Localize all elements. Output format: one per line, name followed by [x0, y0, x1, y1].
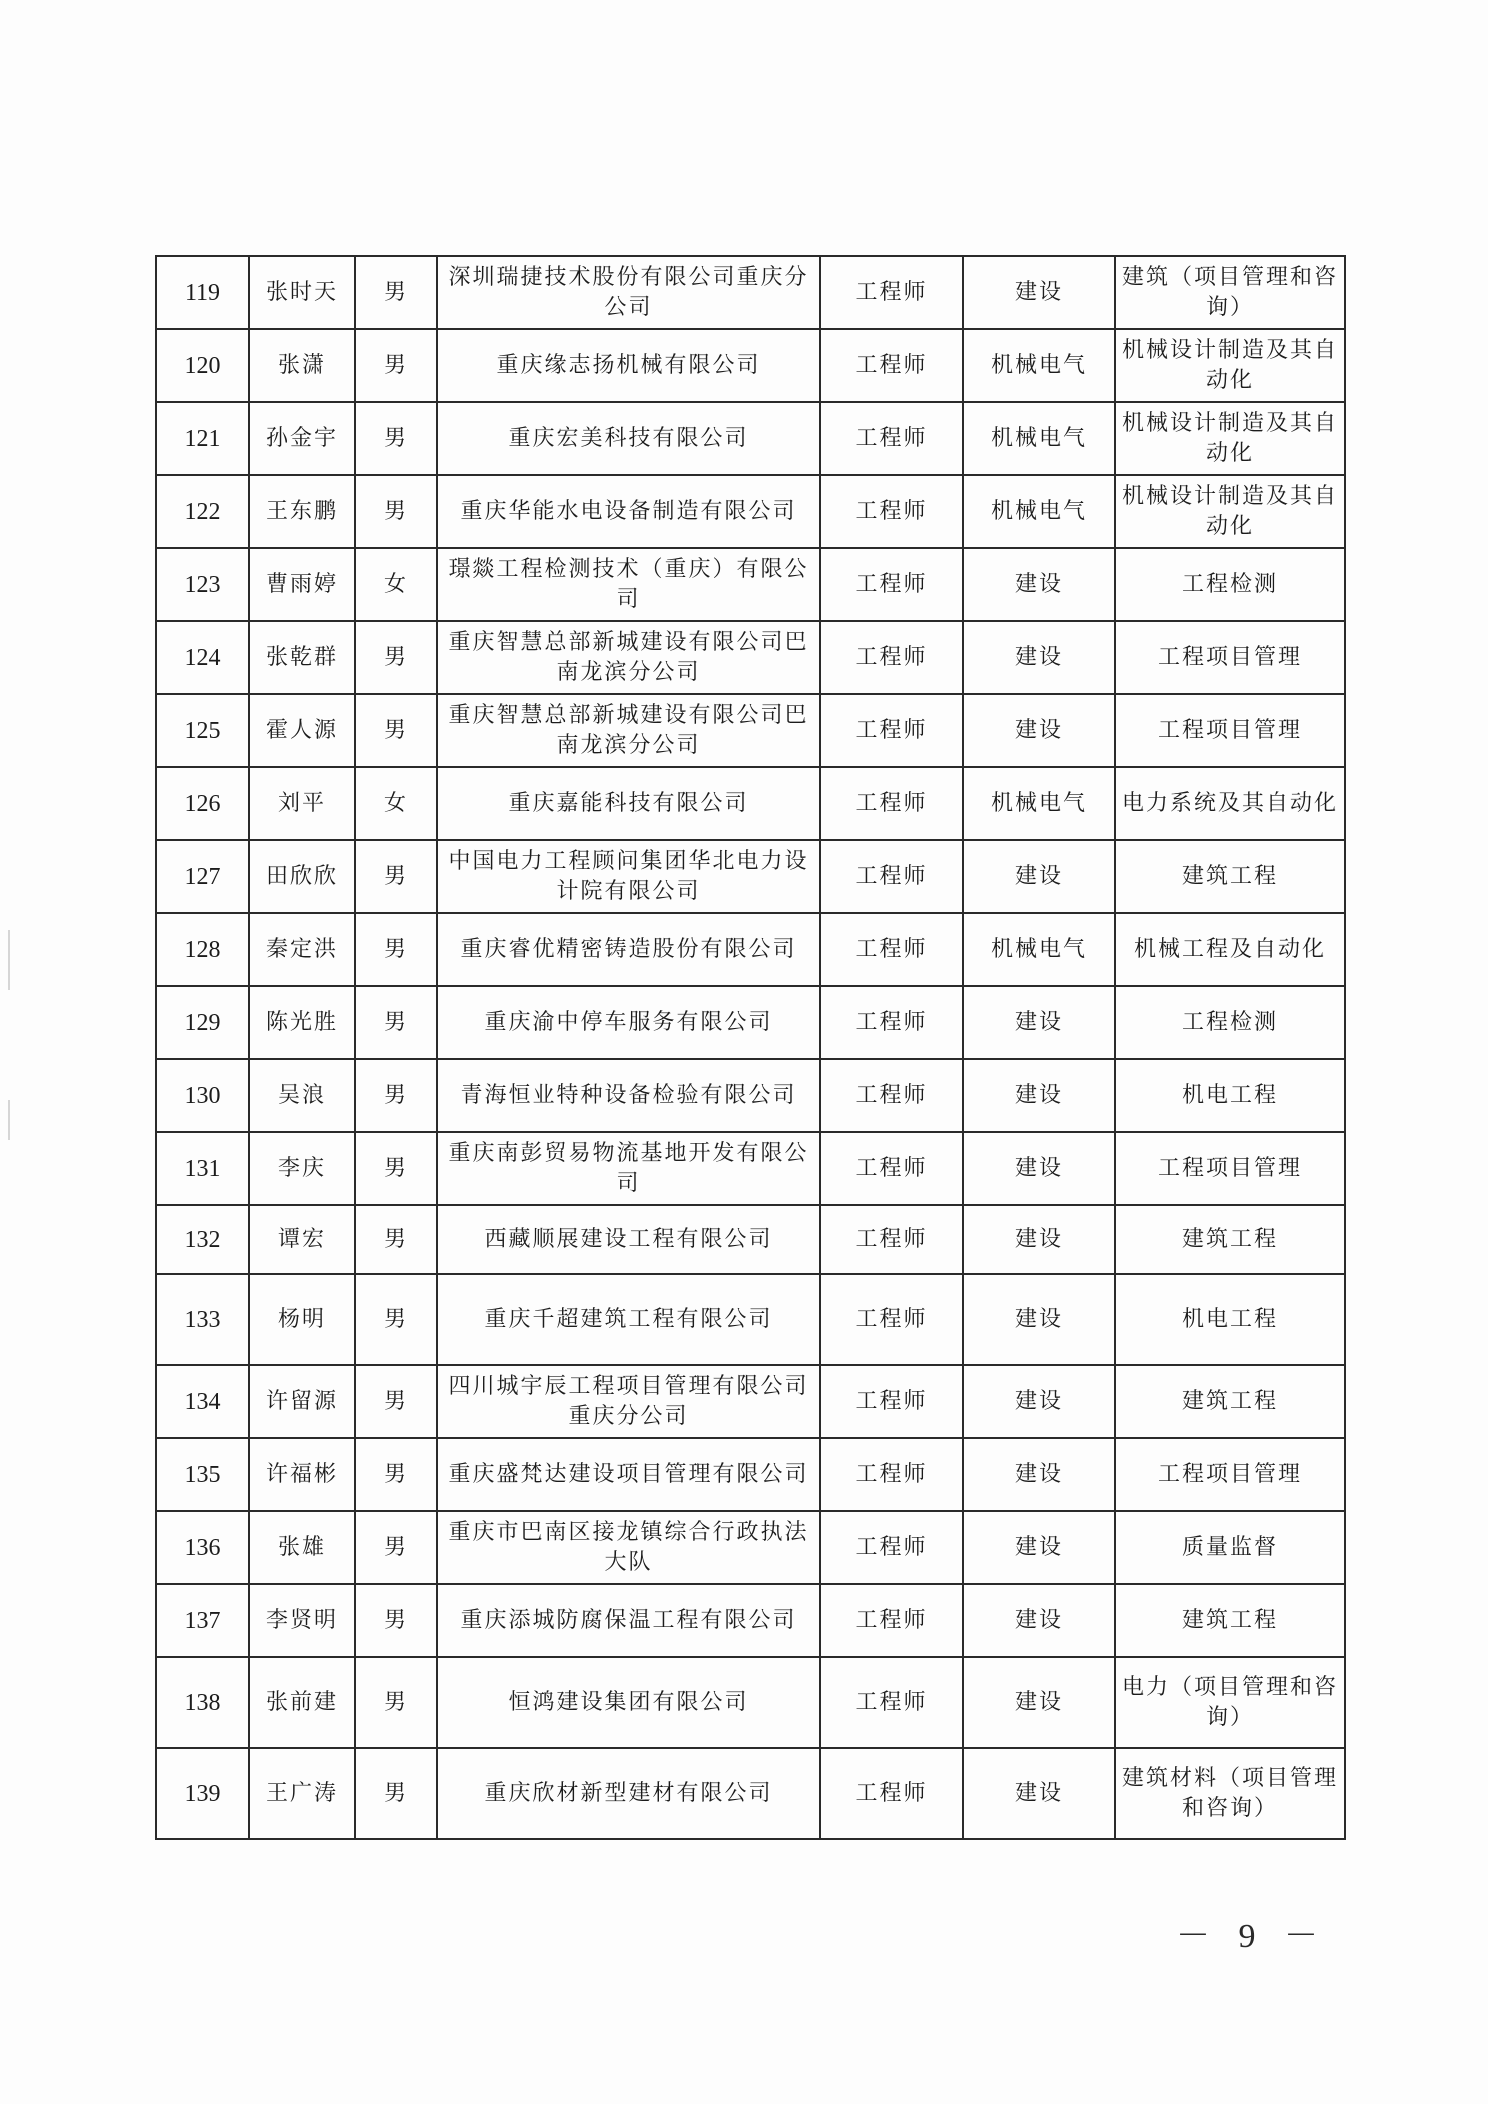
- cell-title: 工程师: [820, 402, 963, 475]
- cell-series: 机械电气: [963, 913, 1115, 986]
- cell-series: 建设: [963, 548, 1115, 621]
- cell-name: 秦定洪: [249, 913, 355, 986]
- cell-title: 工程师: [820, 256, 963, 329]
- cell-serial-number: 139: [156, 1748, 249, 1839]
- table-row: [156, 1365, 1345, 1438]
- cell-name: 张乾群: [249, 621, 355, 694]
- table-row: [156, 1511, 1345, 1584]
- table-row: [156, 548, 1345, 621]
- cell-company: 恒鸿建设集团有限公司: [437, 1657, 820, 1748]
- cell-major: 工程检测: [1115, 548, 1345, 621]
- cell-series: 建设: [963, 1059, 1115, 1132]
- cell-title: 工程师: [820, 475, 963, 548]
- cell-gender: 男: [355, 1657, 437, 1748]
- cell-serial-number: 126: [156, 767, 249, 840]
- table-row: [156, 1274, 1345, 1365]
- cell-major: 工程项目管理: [1115, 621, 1345, 694]
- cell-title: 工程师: [820, 1274, 963, 1365]
- cell-major: 机械工程及自动化: [1115, 913, 1345, 986]
- cell-title: 工程师: [820, 694, 963, 767]
- table-row: [156, 913, 1345, 986]
- cell-name: 张前建: [249, 1657, 355, 1748]
- cell-name: 杨明: [249, 1274, 355, 1365]
- cell-company: 西藏顺展建设工程有限公司: [437, 1205, 820, 1274]
- cell-major: 电力系统及其自动化: [1115, 767, 1345, 840]
- cell-series: 机械电气: [963, 402, 1115, 475]
- scan-artifact: [8, 1100, 10, 1140]
- cell-gender: 男: [355, 475, 437, 548]
- table-row: [156, 475, 1345, 548]
- cell-serial-number: 133: [156, 1274, 249, 1365]
- cell-gender: 男: [355, 621, 437, 694]
- cell-name: 张雄: [249, 1511, 355, 1584]
- cell-title: 工程师: [820, 840, 963, 913]
- roster-body: [156, 256, 1345, 1839]
- table-row: [156, 1059, 1345, 1132]
- cell-series: 建设: [963, 694, 1115, 767]
- table-row: [156, 1132, 1345, 1205]
- cell-company: 重庆添城防腐保温工程有限公司: [437, 1584, 820, 1657]
- table-row: [156, 767, 1345, 840]
- cell-title: 工程师: [820, 1059, 963, 1132]
- cell-name: 张潇: [249, 329, 355, 402]
- cell-major: 建筑工程: [1115, 1584, 1345, 1657]
- table-row: [156, 1438, 1345, 1511]
- cell-serial-number: 125: [156, 694, 249, 767]
- cell-series: 机械电气: [963, 329, 1115, 402]
- cell-gender: 男: [355, 1511, 437, 1584]
- cell-series: 建设: [963, 1365, 1115, 1438]
- cell-series: 建设: [963, 621, 1115, 694]
- cell-series: 建设: [963, 1205, 1115, 1274]
- cell-major: 工程项目管理: [1115, 694, 1345, 767]
- cell-serial-number: 120: [156, 329, 249, 402]
- cell-gender: 男: [355, 913, 437, 986]
- cell-company: 重庆南彭贸易物流基地开发有限公司: [437, 1132, 820, 1205]
- cell-company: 中国电力工程顾问集团华北电力设计院有限公司: [437, 840, 820, 913]
- cell-title: 工程师: [820, 767, 963, 840]
- cell-major: 工程项目管理: [1115, 1132, 1345, 1205]
- cell-title: 工程师: [820, 1511, 963, 1584]
- cell-series: 建设: [963, 1657, 1115, 1748]
- cell-name: 张时天: [249, 256, 355, 329]
- cell-series: 建设: [963, 1274, 1115, 1365]
- cell-title: 工程师: [820, 1205, 963, 1274]
- cell-gender: 男: [355, 1748, 437, 1839]
- cell-series: 建设: [963, 1748, 1115, 1839]
- cell-serial-number: 127: [156, 840, 249, 913]
- cell-series: 建设: [963, 986, 1115, 1059]
- cell-gender: 男: [355, 1584, 437, 1657]
- table-row: [156, 329, 1345, 402]
- cell-company: 重庆宏美科技有限公司: [437, 402, 820, 475]
- cell-major: 建筑工程: [1115, 840, 1345, 913]
- cell-name: 王广涛: [249, 1748, 355, 1839]
- cell-company: 重庆智慧总部新城建设有限公司巴南龙滨分公司: [437, 621, 820, 694]
- cell-title: 工程师: [820, 329, 963, 402]
- cell-serial-number: 123: [156, 548, 249, 621]
- cell-series: 机械电气: [963, 475, 1115, 548]
- cell-gender: 男: [355, 1205, 437, 1274]
- cell-gender: 男: [355, 840, 437, 913]
- table-row: [156, 256, 1345, 329]
- table-row: [156, 694, 1345, 767]
- cell-serial-number: 132: [156, 1205, 249, 1274]
- cell-major: 建筑（项目管理和咨询）: [1115, 256, 1345, 329]
- cell-major: 机械设计制造及其自动化: [1115, 475, 1345, 548]
- cell-gender: 男: [355, 1274, 437, 1365]
- cell-gender: 男: [355, 986, 437, 1059]
- cell-gender: 女: [355, 548, 437, 621]
- cell-name: 曹雨婷: [249, 548, 355, 621]
- cell-name: 谭宏: [249, 1205, 355, 1274]
- cell-title: 工程师: [820, 548, 963, 621]
- cell-serial-number: 129: [156, 986, 249, 1059]
- table-row: [156, 621, 1345, 694]
- cell-company: 重庆嘉能科技有限公司: [437, 767, 820, 840]
- cell-title: 工程师: [820, 986, 963, 1059]
- cell-name: 李庆: [249, 1132, 355, 1205]
- cell-serial-number: 119: [156, 256, 249, 329]
- cell-gender: 男: [355, 256, 437, 329]
- cell-name: 陈光胜: [249, 986, 355, 1059]
- cell-major: 工程检测: [1115, 986, 1345, 1059]
- cell-gender: 女: [355, 767, 437, 840]
- table-row: [156, 840, 1345, 913]
- cell-major: 建筑工程: [1115, 1365, 1345, 1438]
- cell-serial-number: 136: [156, 1511, 249, 1584]
- cell-title: 工程师: [820, 913, 963, 986]
- cell-serial-number: 138: [156, 1657, 249, 1748]
- cell-company: 深圳瑞捷技术股份有限公司重庆分公司: [437, 256, 820, 329]
- cell-serial-number: 135: [156, 1438, 249, 1511]
- roster-table: [155, 255, 1346, 1840]
- cell-major: 工程项目管理: [1115, 1438, 1345, 1511]
- cell-name: 许福彬: [249, 1438, 355, 1511]
- cell-gender: 男: [355, 694, 437, 767]
- cell-series: 建设: [963, 1132, 1115, 1205]
- cell-series: 建设: [963, 1511, 1115, 1584]
- table-row: [156, 1584, 1345, 1657]
- cell-title: 工程师: [820, 1365, 963, 1438]
- cell-company: 重庆睿优精密铸造股份有限公司: [437, 913, 820, 986]
- cell-company: 重庆千超建筑工程有限公司: [437, 1274, 820, 1365]
- cell-company: 重庆华能水电设备制造有限公司: [437, 475, 820, 548]
- cell-serial-number: 121: [156, 402, 249, 475]
- table-row: [156, 1205, 1345, 1274]
- cell-company: 重庆盛梵达建设项目管理有限公司: [437, 1438, 820, 1511]
- cell-series: 建设: [963, 1438, 1115, 1511]
- cell-title: 工程师: [820, 1438, 963, 1511]
- cell-title: 工程师: [820, 1748, 963, 1839]
- cell-major: 机电工程: [1115, 1274, 1345, 1365]
- table-row: [156, 402, 1345, 475]
- cell-company: 青海恒业特种设备检验有限公司: [437, 1059, 820, 1132]
- cell-company: 四川城宇辰工程项目管理有限公司重庆分公司: [437, 1365, 820, 1438]
- cell-serial-number: 137: [156, 1584, 249, 1657]
- cell-gender: 男: [355, 329, 437, 402]
- cell-title: 工程师: [820, 1132, 963, 1205]
- cell-series: 机械电气: [963, 767, 1115, 840]
- table-row: [156, 1657, 1345, 1748]
- cell-name: 许留源: [249, 1365, 355, 1438]
- scan-artifact: [8, 930, 10, 990]
- cell-series: 建设: [963, 1584, 1115, 1657]
- cell-name: 孙金宇: [249, 402, 355, 475]
- table-row: [156, 1748, 1345, 1839]
- table-row: [156, 986, 1345, 1059]
- cell-gender: 男: [355, 1438, 437, 1511]
- cell-name: 王东鹏: [249, 475, 355, 548]
- cell-major: 机械设计制造及其自动化: [1115, 402, 1345, 475]
- cell-title: 工程师: [820, 621, 963, 694]
- cell-major: 建筑工程: [1115, 1205, 1345, 1274]
- cell-company: 重庆缘志扬机械有限公司: [437, 329, 820, 402]
- cell-company: 重庆欣材新型建材有限公司: [437, 1748, 820, 1839]
- cell-gender: 男: [355, 1365, 437, 1438]
- cell-name: 霍人源: [249, 694, 355, 767]
- cell-company: 重庆市巴南区接龙镇综合行政执法大队: [437, 1511, 820, 1584]
- cell-serial-number: 128: [156, 913, 249, 986]
- cell-major: 质量监督: [1115, 1511, 1345, 1584]
- cell-title: 工程师: [820, 1657, 963, 1748]
- cell-gender: 男: [355, 1059, 437, 1132]
- cell-major: 建筑材料（项目管理和咨询）: [1115, 1748, 1345, 1839]
- cell-serial-number: 124: [156, 621, 249, 694]
- cell-serial-number: 131: [156, 1132, 249, 1205]
- cell-gender: 男: [355, 402, 437, 475]
- cell-major: 机电工程: [1115, 1059, 1345, 1132]
- cell-name: 李贤明: [249, 1584, 355, 1657]
- cell-name: 刘平: [249, 767, 355, 840]
- cell-title: 工程师: [820, 1584, 963, 1657]
- cell-company: 璟燚工程检测技术（重庆）有限公司: [437, 548, 820, 621]
- cell-series: 建设: [963, 256, 1115, 329]
- cell-series: 建设: [963, 840, 1115, 913]
- cell-serial-number: 130: [156, 1059, 249, 1132]
- cell-company: 重庆渝中停车服务有限公司: [437, 986, 820, 1059]
- cell-serial-number: 134: [156, 1365, 249, 1438]
- page-number: － 9 －: [1176, 1918, 1328, 1955]
- cell-serial-number: 122: [156, 475, 249, 548]
- cell-major: 机械设计制造及其自动化: [1115, 329, 1345, 402]
- cell-gender: 男: [355, 1132, 437, 1205]
- cell-major: 电力（项目管理和咨询）: [1115, 1657, 1345, 1748]
- cell-company: 重庆智慧总部新城建设有限公司巴南龙滨分公司: [437, 694, 820, 767]
- cell-name: 吴浪: [249, 1059, 355, 1132]
- cell-name: 田欣欣: [249, 840, 355, 913]
